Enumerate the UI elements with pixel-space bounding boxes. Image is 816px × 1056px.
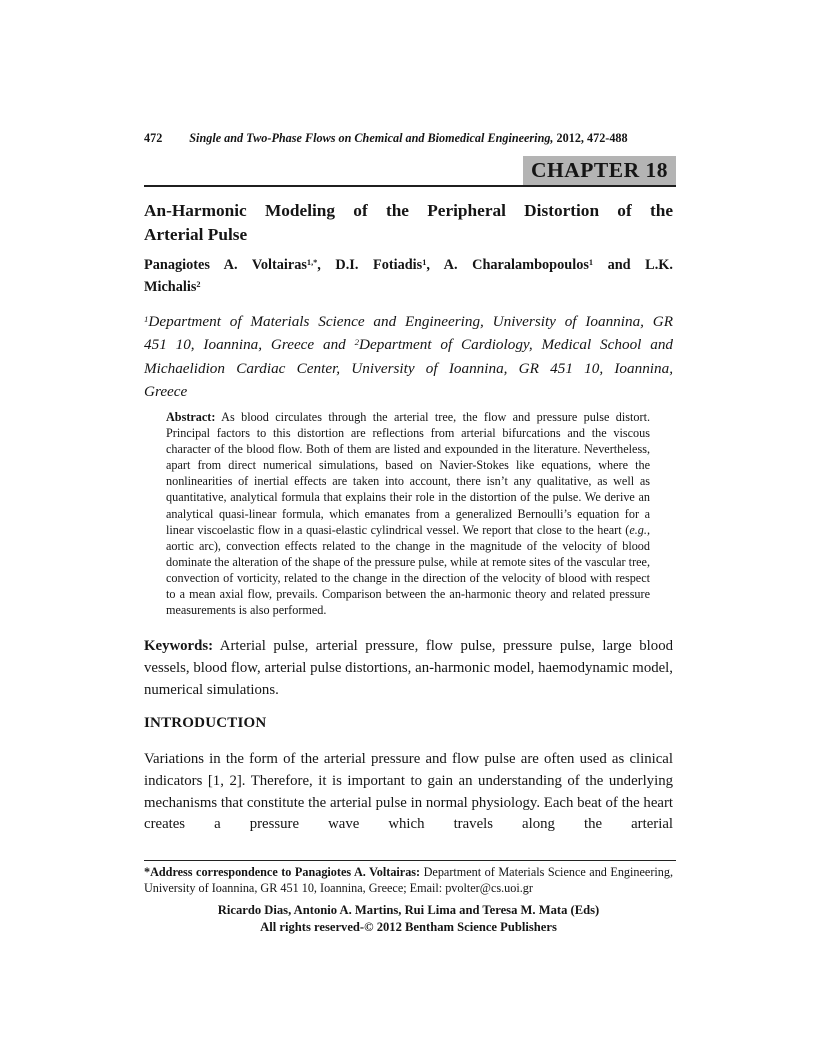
affiliation-text: Department of Materials Science and Engineering, University of Ioannina, GR (148, 313, 673, 330)
author-name: Michalis (144, 279, 197, 295)
abstract (166, 409, 650, 618)
affiliation-line2 (144, 333, 673, 356)
footnote-rule (144, 860, 676, 861)
author-affiliation-marker: 1,* (306, 257, 318, 267)
author-affiliation-marker: 1 (422, 257, 427, 267)
edition-info: 2012, 472-488 (553, 131, 628, 145)
article-title (144, 199, 673, 247)
affiliation-text: 451 10, Ioannina, Greece and (144, 336, 355, 354)
chapter-badge: CHAPTER 18 (523, 156, 676, 185)
author-name: and L.K. (593, 257, 673, 273)
running-title (189, 131, 627, 145)
keywords (144, 636, 673, 701)
publisher-footer (144, 902, 673, 935)
authors-line2 (144, 276, 673, 298)
affiliation-marker: 1 (144, 313, 149, 324)
affiliation-text: Greece (144, 383, 188, 401)
footer-editors: Ricardo Dias, Antonio A. Martins, Rui Lima and Teresa M. Mata (Eds) (217, 903, 600, 917)
keywords-label: Keywords: (144, 638, 214, 654)
affiliation (144, 310, 673, 404)
running-header (144, 131, 675, 146)
article-title-line1: An-Harmonic Modeling of the Peripheral Distortion of the (144, 201, 673, 220)
keywords-text: Arterial pulse, arterial pressure, flow pulse, pressure pulse, large blood vessels, blood flow, arterial pulse distortions, an-harmonic model, haemodynamic model, numerical simulations. (144, 638, 673, 698)
section-heading-introduction: INTRODUCTION (144, 715, 267, 731)
author-name: Panagiotes A. Voltairas (144, 257, 307, 273)
author-affiliation-marker: 2 (196, 279, 201, 289)
affiliation-line3 (144, 357, 673, 380)
authors-line1 (144, 254, 673, 276)
abstract-text: aortic arc), convection effects related to the change in the magnitude of the velocity of blood dominate the alteration of the shape of the pressure pulse, while at remote sites of the vascular tree, convection of vorticity, related to the change in the direction of the velocity of blood with respect to a mean axial flow, prevails. Comparison between the an-harmonic theory and related pressure measurements is also performed. (166, 538, 650, 618)
header-rule (144, 185, 676, 187)
page-number: 472 (144, 131, 163, 145)
abstract-label: Abstract: (166, 410, 216, 424)
affiliation-text: Department of Cardiology, Medical School and (359, 336, 674, 354)
author-name: , D.I. Fotiadis (317, 257, 423, 273)
affiliation-marker: 2 (354, 337, 360, 347)
author-list (144, 254, 673, 298)
intro-paragraph: Variations in the form of the arterial pressure and flow pulse are often used as clinical indicators [1, 2]. Therefore, it is important to gain an understanding of the underlying mechanisms that constitute the arterial pulse in normal physiology. Each beat of the heart creates a pressure wave which travels along the arterial (144, 751, 673, 833)
affiliation-text: Michaelidion Cardiac Center, University of Ioannina, GR 451 10, Ioannina, (144, 359, 673, 377)
affiliation-line4 (144, 380, 673, 403)
author-name: , A. Charalambopoulos (426, 257, 589, 273)
abstract-text: As blood circulates through the arterial tree, the flow and pressure pulse distort. Principal factors to this distortion are reflections from arterial bifurcations and the viscous character of the blood flow. Both of them are listed and expounded in the literature. Nevertheless, apart from direct numerical simulations, based on Navier-Stokes like equations, where the nonlinearities of inertial effects are taken into account, there isn’t any qualitative, as well as quantitative, analytical formula that explains their role in the distortion of the pulse. We derive an analytical quasi-linear formula, which emanates from a generalized Bernoulli’s equation for a linear viscoelastic flow in a quasi-elastic cylindrical vessel. We report that close to the heart ( (166, 410, 650, 537)
footer-copyright: All rights reserved-© 2012 Bentham Science Publishers (260, 919, 557, 934)
book-title: Single and Two-Phase Flows on Chemical and Biomedical Engineering, (189, 131, 554, 145)
abstract-italic-term: e.g., (629, 522, 650, 537)
author-affiliation-marker: 1 (588, 257, 594, 267)
article-title-line2: Arterial Pulse (144, 225, 248, 244)
correspondence-footnote (144, 864, 673, 897)
footnote-text: Department of Materials Science and Engineering, University of Ioannina, GR 451 10, Ioannina, Greece; Email: pvolter@cs.uoi.gr (144, 865, 674, 896)
affiliation-line1 (144, 310, 673, 333)
footnote-label: *Address correspondence to Panagiotes A. Voltairas: (144, 865, 421, 879)
